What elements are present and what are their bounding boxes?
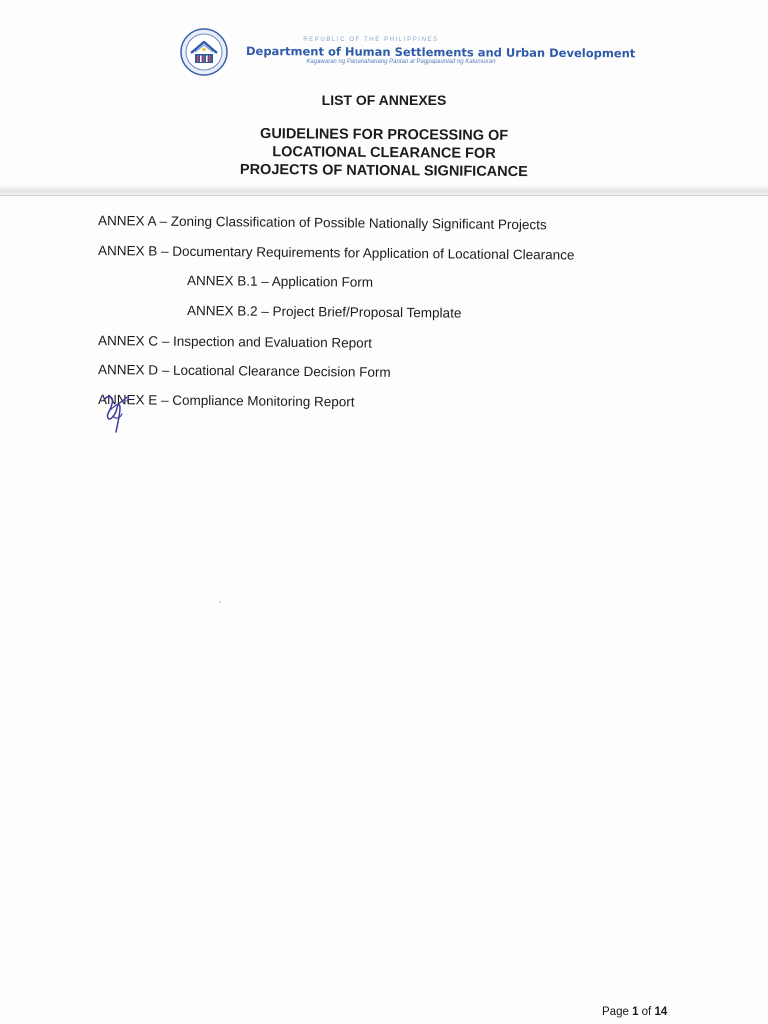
annex-item-a: ANNEX A – Zoning Classification of Possible Nationally Significant Projects — [97, 213, 547, 233]
page-current: 1 — [632, 1006, 639, 1018]
guidelines-title-line: GUIDELINES FOR PROCESSING OF — [260, 126, 509, 144]
guidelines-title-line: PROJECTS OF NATIONAL SIGNIFICANCE — [239, 161, 528, 181]
annex-item-b2: ANNEX B.2 – Project Brief/Proposal Template — [186, 303, 462, 321]
scan-speck — [219, 601, 221, 603]
page-number-prefix: Page — [602, 1006, 633, 1018]
page-number-middle: of — [638, 1006, 655, 1018]
guidelines-title-line: LOCATIONAL CLEARANCE FOR — [272, 144, 496, 162]
page-number — [602, 1006, 667, 1018]
department-tagline: Kagawaran ng Pananahanang Pantao at Pagpapaunlad ng Kalunsuran — [306, 59, 496, 65]
annex-item-b: ANNEX B – Documentary Requirements for Application of Locational Clearance — [97, 243, 575, 263]
department-name: Department of Human Settlements and Urban Development — [245, 44, 636, 61]
annex-item-c: ANNEX C – Inspection and Evaluation Report — [97, 333, 372, 351]
annex-item-b1: ANNEX B.1 – Application Form — [186, 273, 374, 290]
handwritten-initials-icon — [98, 388, 144, 434]
annex-item-e: ANNEX E – Compliance Monitoring Report — [97, 392, 355, 410]
republic-heading: REPUBLIC OF THE PHILIPPINES — [303, 37, 439, 43]
page-total: 14 — [654, 1006, 668, 1018]
annex-item-d: ANNEX D – Locational Clearance Decision Form — [97, 362, 391, 380]
list-title: LIST OF ANNEXES — [321, 92, 447, 108]
